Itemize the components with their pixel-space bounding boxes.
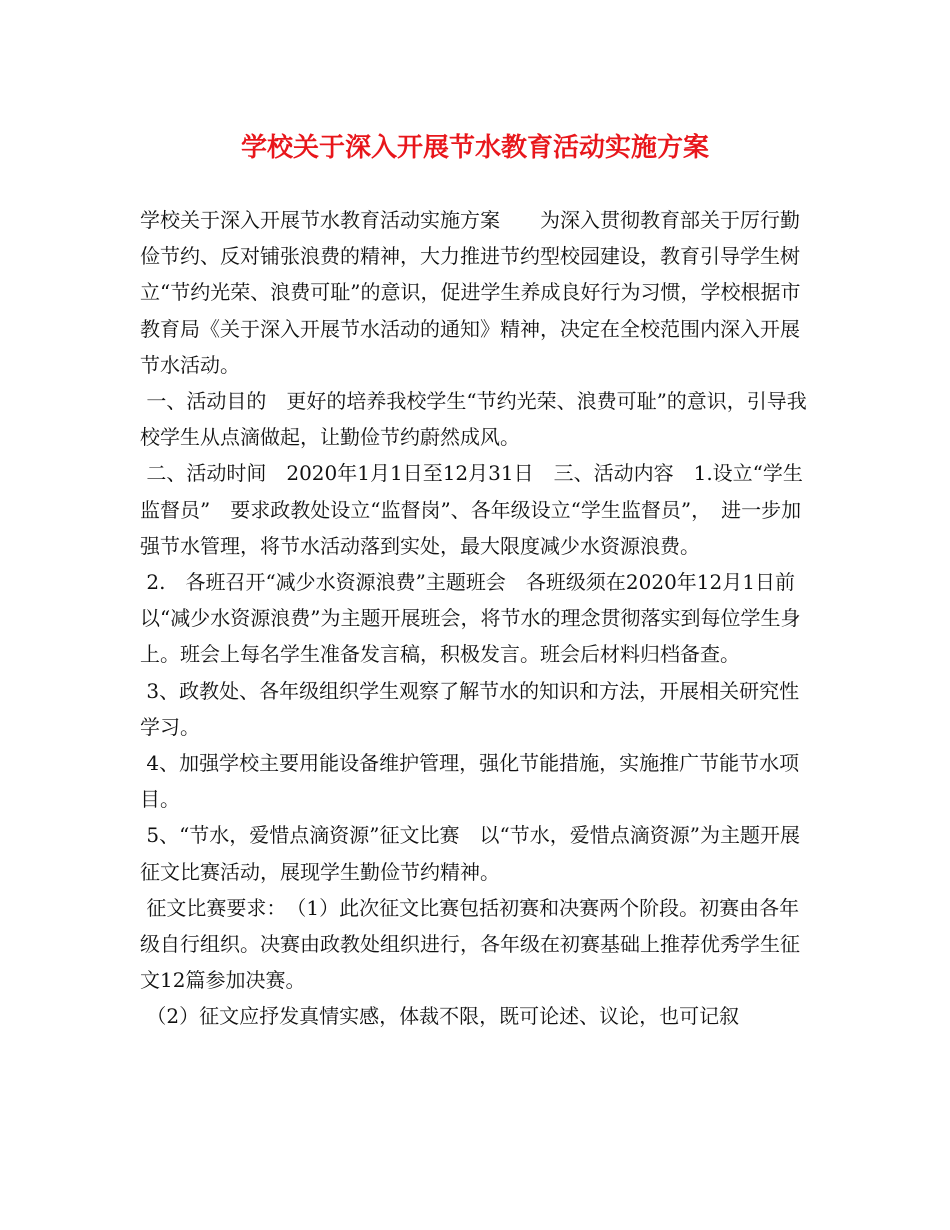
paragraph-essay-contest: 5、“节水，爱惜点滴资源”征文比赛 以“节水，爱惜点滴资源”为主题开展征文比赛活动，展现学生勤俭节约精神。 <box>140 823 800 884</box>
paragraph-study: 3、政教处、各年级组织学生观察了解节水的知识和方法，开展相关研究性学习。 <box>140 678 800 739</box>
paragraph-requirement-2: （2）征文应抒发真情实感，体裁不限，既可论述、议论，也可记叙 <box>140 1004 740 1029</box>
document-title: 学校关于深入开展节水教育活动实施方案 <box>240 133 709 163</box>
paragraph-class-meeting: 2. 各班召开“减少水资源浪费”主题班会 各班级须在2020年12月1日前以“减少水资源浪费”为主题开展班会，将节水的理念贯彻落实到每位学生身上。班会上每名学生准备发言稿，积极发言。班会后材料归档备查。 <box>140 570 801 667</box>
paragraph-contest-requirements: 征文比赛要求： （1）此次征文比赛包括初赛和决赛两个阶段。初赛由各年级自行组织。决赛由政教处组织进行，各年级在初赛基础上推荐优秀学生征文12篇参加决赛。 <box>140 895 800 993</box>
paragraph-equipment: 4、加强学校主要用能设备维护管理，强化节能措施，实施推广节能节水项目。 <box>140 751 800 812</box>
paragraph-time-content: 二、活动时间 2020年1月1日至12月31日 三、活动内容 1.设立“学生监督员” 要求政教处设立“监督岗”、各年级设立“学生监督员”， 进一步加强节水管理，将节水活动落到实处，最大限度减少水资源浪费。 <box>140 461 803 558</box>
document-body <box>140 202 816 1035</box>
paragraph-purpose: 一、活动目的 更好的培养我校学生“节约光荣、浪费可耻”的意识，引导我校学生从点滴做起，让勤俭节约蔚然成风。 <box>140 389 807 450</box>
paragraph-intro: 学校关于深入开展节水教育活动实施方案 为深入贯彻教育部关于厉行勤俭节约、反对铺张浪费的精神，大力推进节约型校园建设，教育引导学生树立“节约光荣、浪费可耻”的意识，促进学生养成良好行为习惯，学校根据市教育局《关于深入开展节水活动的通知》精神，决定在全校范围内深入开展节水活动。 <box>140 208 801 377</box>
